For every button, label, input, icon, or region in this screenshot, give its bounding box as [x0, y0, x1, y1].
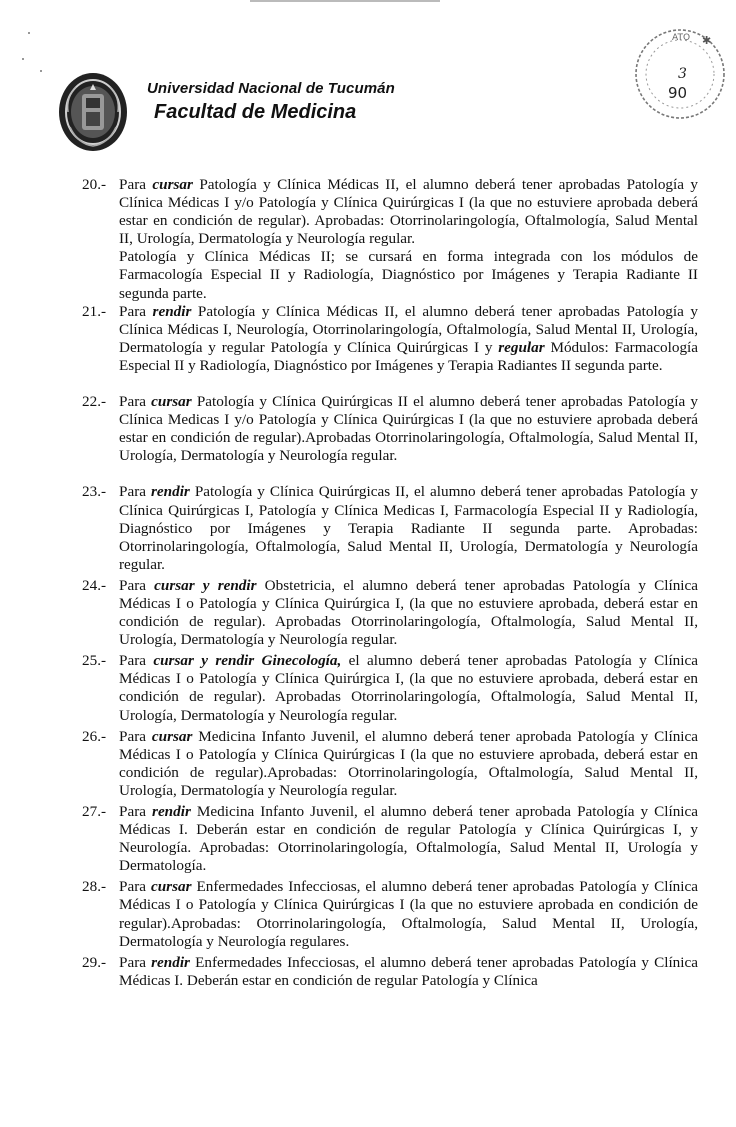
document-body	[82, 176, 698, 990]
list-item	[82, 652, 698, 724]
item-text: Para cursar Patología y Clínica Médicas II, el alumno deberá tener aprobadas Patología y Clínica Médicas I y/o Patología y Clínica Quirúrgicas I (la que no estuviere aprobada deberá estar en condición de regular). Aprobadas: Otorrinolaringología, Oftalmología, Salud Mental II, Urología, Dermatología y Neurología regular.	[119, 176, 698, 248]
item-number: 28.-	[82, 878, 107, 896]
item-number: 21.-	[82, 302, 107, 320]
item-text: Para cursar Enfermedades Infecciosas, el alumno deberá tener aprobadas Patología y Clínica Médicas I o Patología y Clínica Quirúrgicas I (la que no estuviere aprobada en condición de regular).Aprobadas: Otorrinolaringología, Oftalmología, Salud Mental II, Urología, Dermatología y Neurología regulares.	[119, 878, 698, 950]
stamp-number: 90	[668, 84, 688, 102]
list-item	[82, 728, 698, 800]
item-note: Patología y Clínica Médicas II; se cursará en forma integrada con los módulos de Farmacología Especial II y Radiología, Diagnóstico por Imágenes y Terapia Radiante II segunda parte.	[119, 248, 698, 302]
item-text: Para cursar Medicina Infanto Juvenil, el alumno deberá tener aprobada Patología y Clínica Médicas I o Patología y Clínica Quirúrgicas I (la que no estuviere aprobada, deberá estar en condición de regular).Aprobadas: Otorrinolaringología, Oftalmología, Salud Mental II, Urología, Dermatología y Neurología regular.	[119, 727, 698, 799]
faculty-name: Facultad de Medicina	[154, 101, 357, 123]
item-number: 20.-	[82, 176, 107, 193]
item-number: 26.-	[82, 727, 107, 745]
list-item	[82, 803, 698, 875]
list-item	[82, 878, 698, 950]
item-number: 29.-	[82, 953, 107, 971]
scan-edge-line	[250, 0, 440, 2]
item-text: Para rendir Patología y Clínica Quirúrgicas II, el alumno deberá tener aprobadas Patología y Clínica Quirúrgicas I, Patología y Clínica Medicas I, Farmacología Especial II y Radiología, Diagnóstico por Imágenes y Terapia Radiante II segunda parte. Aprobadas: Otorrinolaringología, Oftalmología, Salud Mental II, Urología, Dermatología y Neurología regular.	[119, 483, 698, 573]
list-item	[82, 577, 698, 649]
item-number: 27.-	[82, 803, 107, 820]
list-item	[82, 954, 698, 990]
scan-speck	[28, 32, 30, 34]
item-number: 22.-	[82, 393, 107, 411]
item-number: 25.-	[82, 652, 107, 670]
list-item	[82, 303, 698, 375]
item-text: Para cursar y rendir Ginecología, el alumno deberá tener aprobadas Patología y Clínica Médicas I o Patología y Clínica Quirúrgica I, (la que no estuviere aprobada, deberá estar en condición de regular). Aprobadas Otorrinolaringología, Oftalmología, Salud Mental II, Urología, Dermatología y Neurología regular.	[119, 652, 698, 724]
item-number: 24.-	[82, 576, 107, 594]
list-item	[82, 176, 698, 248]
folio-stamp-icon	[628, 18, 728, 126]
scan-speck	[22, 58, 24, 60]
item-number: 23.-	[82, 483, 107, 501]
svg-text:ATO: ATO	[672, 33, 691, 43]
letterhead	[147, 80, 395, 124]
svg-text:✱: ✱	[702, 34, 712, 47]
item-text: Para rendir Patología y Clínica Médicas II, el alumno deberá tener aprobadas Patología y Clínica Médicas I, Neurología, Otorrinolaringología, Oftalmología, Salud Mental II, Urología, Dermatología y regular Patología y Clínica Quirúrgicas I y regular Módulos: Farmacología Especial II y Radiología, Diagnóstico por Imágenes y Terapia Radiantes II segunda parte.	[119, 302, 698, 374]
scan-speck	[40, 70, 42, 72]
university-name: Universidad Nacional de Tucumán	[147, 80, 395, 97]
item-text: Para rendir Enfermedades Infecciosas, el alumno deberá tener aprobadas Patología y Clínica Médicas I. Deberán estar en condición de regular Patología y Clínica	[119, 953, 698, 989]
list-item	[82, 393, 698, 465]
item-text: Para cursar Patología y Clínica Quirúrgicas II el alumno deberá tener aprobadas Patología y Clínica Medicas I y/o Patología y Clínica Quirúrgicas I (la que no estuviere aprobada deberá estar en condición de regular).Aprobadas Otorrinolaringología, Oftalmología, Salud Mental II, Urología, Dermatología y Neurología regular.	[119, 393, 698, 465]
university-seal-icon	[58, 72, 128, 152]
item-text: Para cursar y rendir Obstetricia, el alumno deberá tener aprobadas Patología y Clínica Médicas I o Patología y Clínica Quirúrgica I, (la que no estuviere aprobada, deberá estar en condición de regular). Aprobadas Otorrinolaringología, Oftalmología, Salud Mental II, Urología, Dermatología y Neurología regular.	[119, 576, 698, 649]
stamp-page: 3	[678, 66, 687, 82]
item-text: Para rendir Medicina Infanto Juvenil, el alumno deberá tener aprobada Patología y Clínica Médicas I. Deberán estar en condición de regular Patología y Clínica Quirúrgicas I, y Neurología. Aprobadas: Otorrinolaringología, Oftalmología, Salud Mental II, Urología y Dermatología.	[119, 803, 698, 875]
list-item	[82, 483, 698, 573]
